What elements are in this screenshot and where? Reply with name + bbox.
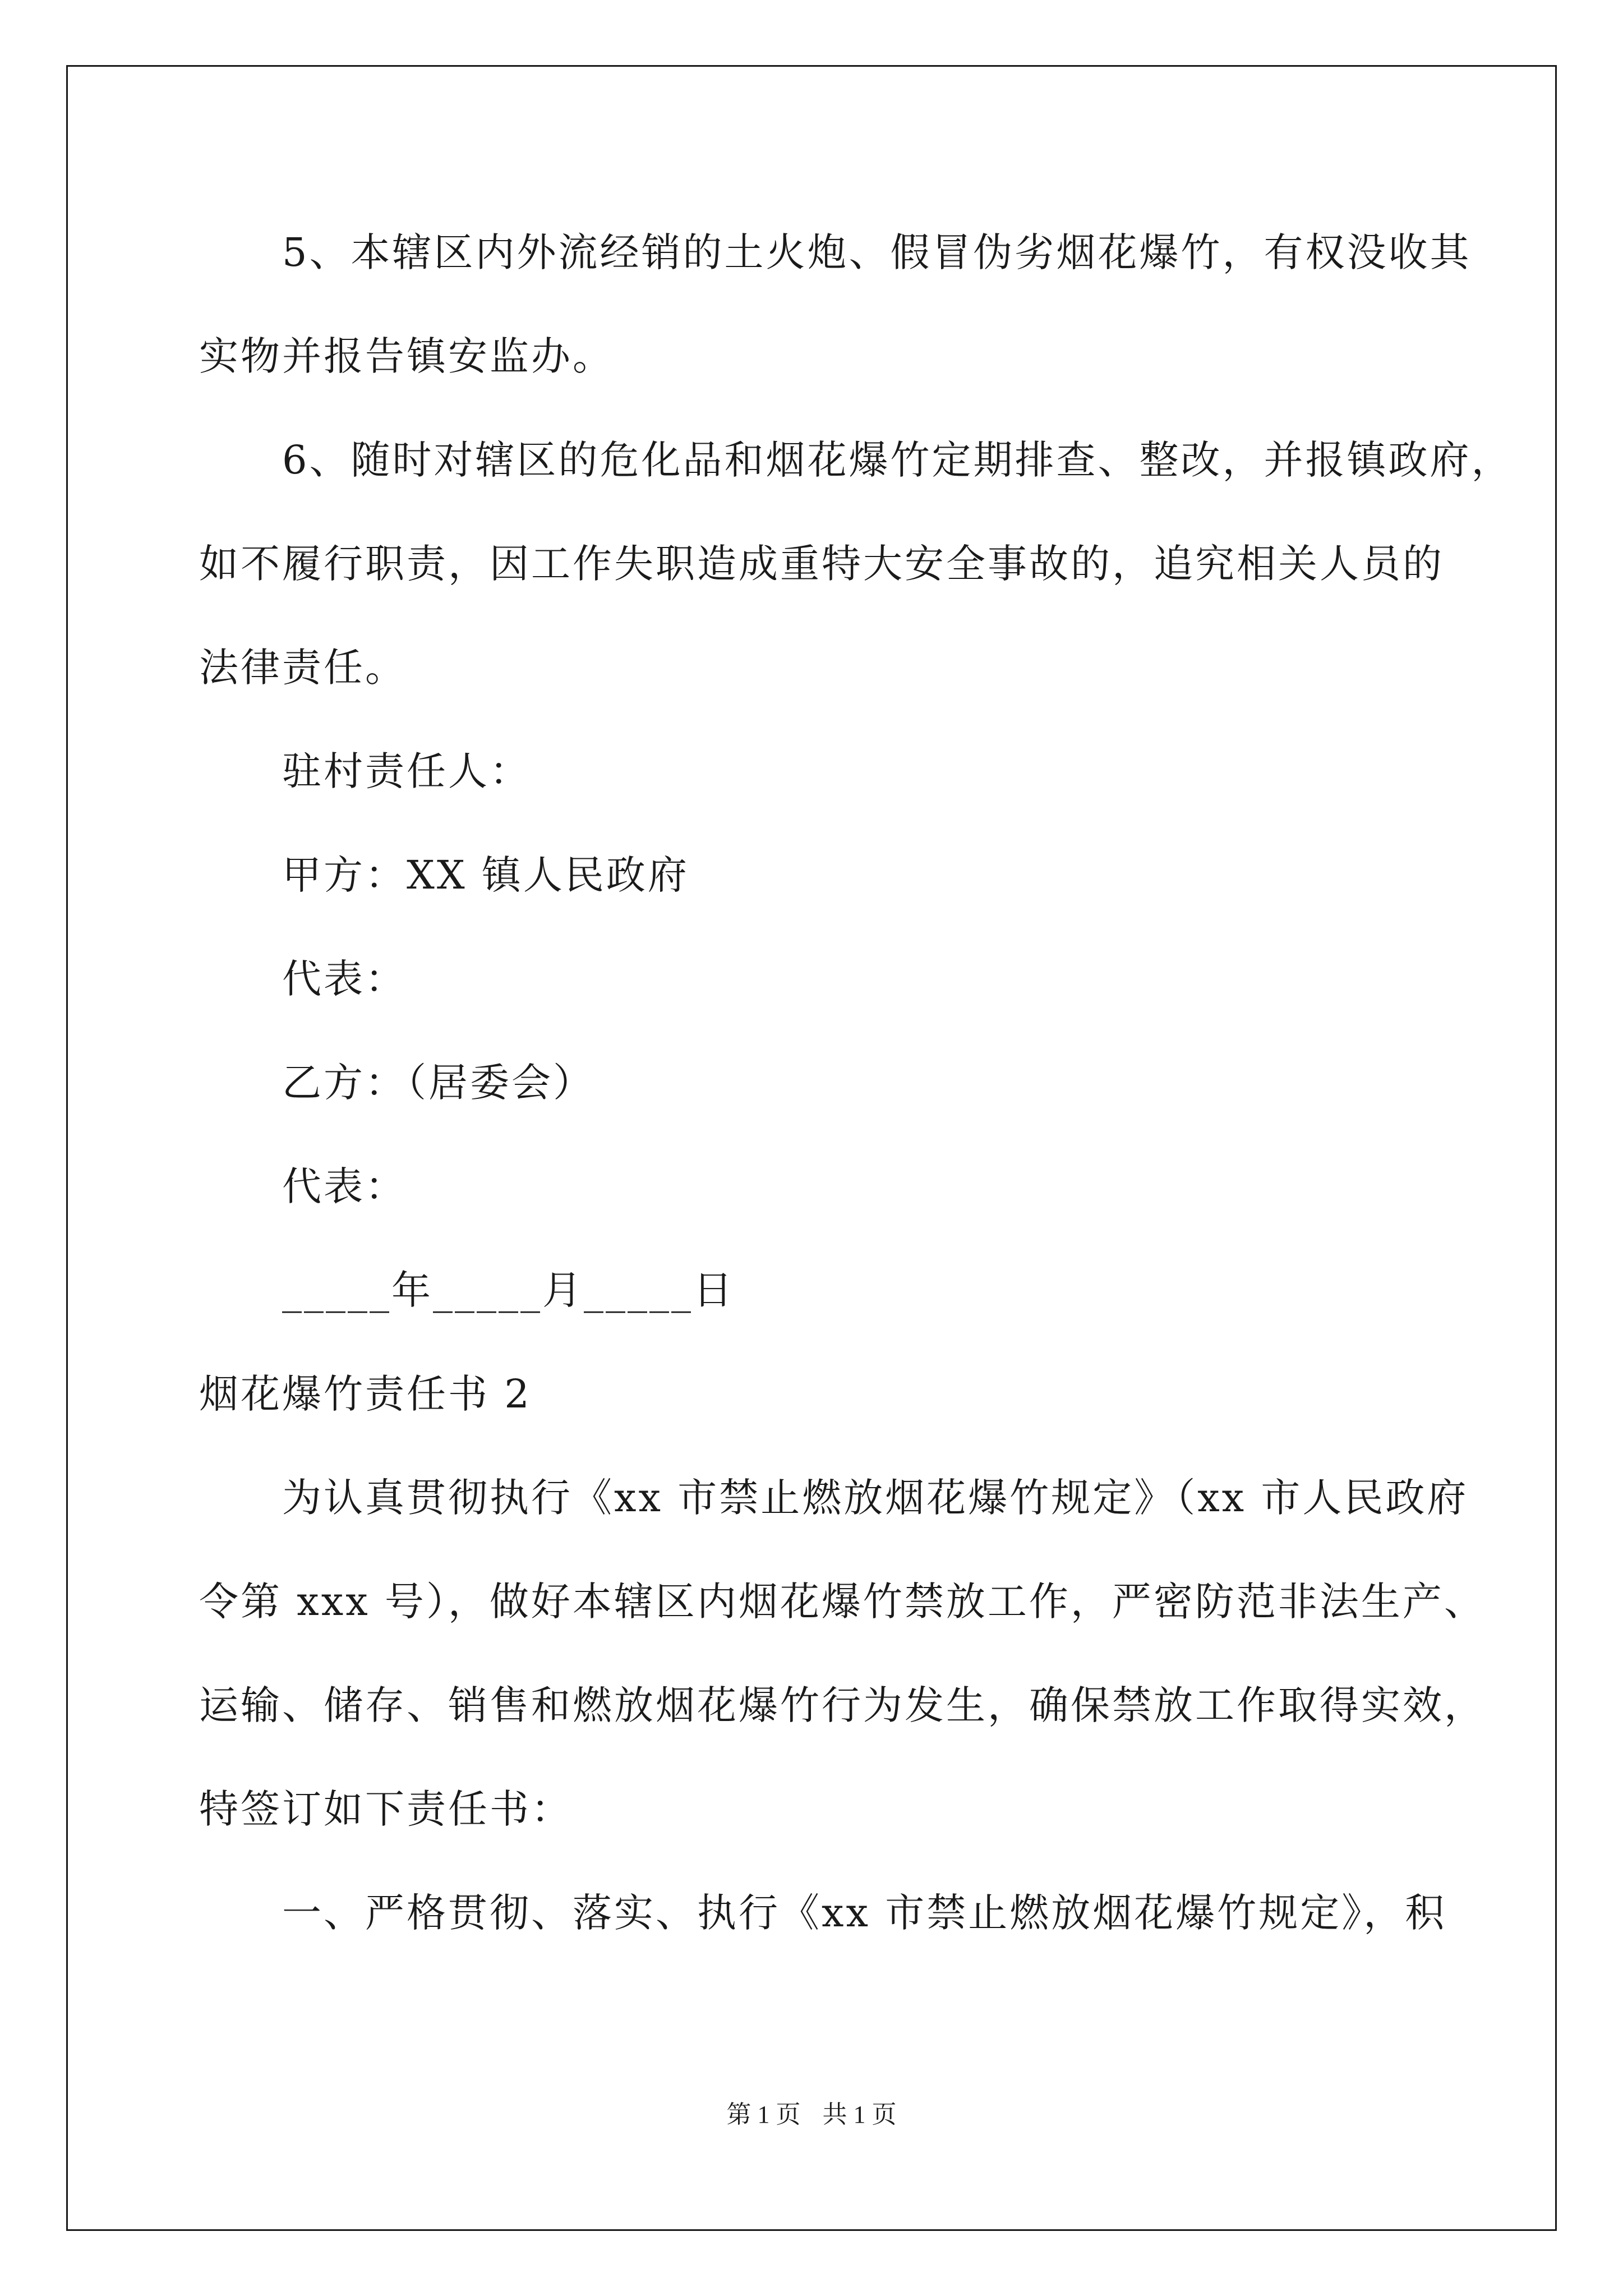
paragraph-line: 5、本辖区内外流经销的土火炮、假冒伪劣烟花爆竹，有权没收其 (282, 229, 1472, 275)
page-total: 共 1 页 (822, 2101, 897, 2128)
paragraph-line: 一、严格贯彻、落实、执行《xx 市禁止燃放烟花爆竹规定》，积 (282, 1890, 1447, 1936)
paragraph-line: 特签订如下责任书： (199, 1786, 573, 1832)
page-footer (0, 2098, 1623, 2132)
paragraph-line: 令第 xxx 号），做好本辖区内烟花爆竹禁放工作，严密防范非法生产、 (199, 1579, 1486, 1625)
section-title: 烟花爆竹责任书 2 (199, 1371, 532, 1417)
signatory-label: 驻村责任人： (282, 748, 531, 794)
paragraph-line: 运输、储存、销售和燃放烟花爆竹行为发生，确保禁放工作取得实效， (199, 1682, 1486, 1728)
paragraph-line: 如不履行职责，因工作失职造成重特大安全事故的，追究相关人员的 (199, 541, 1444, 587)
paragraph-line: 法律责任。 (199, 645, 407, 691)
party-a-line: 甲方：XX 镇人民政府 (282, 852, 689, 898)
representative-label: 代表： (282, 956, 407, 1002)
party-b-line: 乙方：（居委会） (282, 1060, 594, 1106)
page-number: 第 1 页 (726, 2101, 801, 2128)
paragraph-line: 实物并报告镇安监办。 (199, 333, 614, 379)
date-line: _____年_____月_____日 (282, 1267, 735, 1313)
paragraph-line: 为认真贯彻执行《xx 市禁止燃放烟花爆竹规定》（xx 市人民政府 (282, 1475, 1469, 1521)
representative-label: 代表： (282, 1163, 407, 1209)
paragraph-line: 6、随时对辖区的危化品和烟花爆竹定期排查、整改，并报镇政府， (282, 437, 1513, 483)
